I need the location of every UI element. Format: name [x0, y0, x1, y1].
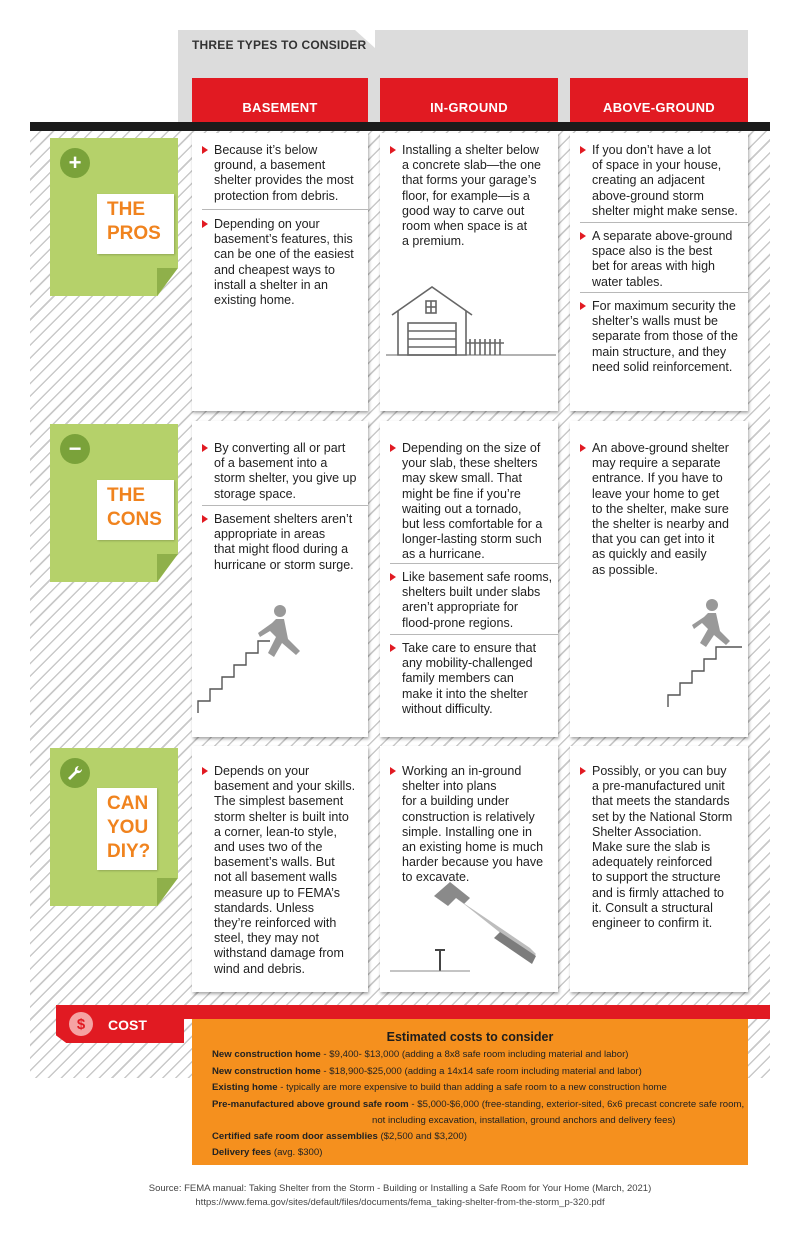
- wrench-glyph-icon: [66, 764, 84, 782]
- cost-item: Existing home - typically are more expensive to build than adding a safe room to a new construction home: [212, 1082, 667, 1093]
- bullet: Because it’s below ground, a basement shelter provides the most protection from debris.: [214, 143, 354, 204]
- bullet: Like basement safe rooms, shelters built under slabs aren’t appropriate for flood-prone regions.: [402, 570, 552, 631]
- cost-item: New construction home - $18,900-$25,000 (adding a 14x14 safe room including material and labor): [212, 1066, 642, 1077]
- bullet: By converting all or part of a basement into a storm shelter, you give up storage space.: [214, 441, 356, 502]
- diy-label-line2: YOU: [107, 817, 149, 838]
- cons-label-line1: THE: [107, 485, 145, 506]
- diy-label: [97, 788, 157, 870]
- header-divider-bar: [30, 122, 770, 131]
- cost-heading: Estimated costs to consider: [386, 1030, 554, 1044]
- divider: [580, 292, 748, 293]
- diy-label-line3: DIY?: [107, 841, 151, 862]
- column-header-in-ground: IN-GROUND: [380, 78, 558, 122]
- column-header-basement: BASEMENT: [192, 78, 368, 122]
- diy-aboveground-cell: [570, 746, 748, 992]
- bullet: An above-ground shelter may require a separate entrance. If you have to leave your home to get to the shelter, make sure the shelter is nearby and that you can get into it as quickly and easily as possible.: [592, 441, 729, 578]
- diy-basement-cell: [192, 746, 368, 992]
- cost-item: New construction home - $9,400- $13,000 (adding a 8x8 safe room including material and labor): [212, 1049, 629, 1060]
- cons-label-line2: CONS: [107, 509, 162, 530]
- wrench-icon: [60, 758, 90, 788]
- pros-aboveground-cell: [570, 133, 748, 411]
- plus-icon: +: [60, 148, 90, 178]
- bullet: Working an in-ground shelter into plans for a building under construction is relatively simple. Installing one in an existing home is much harder because you have to excavate.: [402, 764, 543, 886]
- cons-label: [97, 480, 174, 540]
- bullet: Depending on your basement’s features, this can be one of the easiest and cheapest ways to install a shelter in an existing home.: [214, 217, 354, 308]
- cost-label: COST: [108, 1017, 147, 1033]
- bullet: For maximum security the shelter’s walls must be separate from those of the main structure, and they need solid reinforcement.: [592, 299, 738, 375]
- cons-aboveground-cell: [570, 421, 748, 737]
- bullet: Basement shelters aren’t appropriate in areas that might flood during a hurricane or storm surge.: [214, 512, 354, 573]
- bullet: Installing a shelter below a concrete slab—the one that forms your garage’s floor, for example—is a good way to carve out room when space is at a premium.: [402, 143, 541, 249]
- minus-icon: −: [60, 434, 90, 464]
- divider: [580, 222, 748, 223]
- dollar-icon: $: [69, 1012, 93, 1036]
- stairs-person-icon: [666, 597, 746, 709]
- cost-panel: [192, 1019, 748, 1165]
- hammer-nail-icon: [390, 876, 550, 976]
- pros-basement-cell: [192, 133, 368, 411]
- pros-label-line2: PROS: [107, 223, 161, 244]
- pros-label-line1: THE: [107, 199, 145, 220]
- divider: [390, 634, 558, 635]
- stairs-person-icon: [196, 603, 316, 715]
- divider: [390, 563, 558, 564]
- cons-basement-cell: [192, 421, 368, 737]
- pros-label: [97, 194, 174, 254]
- garage-house-icon: [386, 283, 558, 359]
- pros-inground-cell: [380, 133, 558, 411]
- bullet: A separate above-ground space also is the best bet for areas with high water tables.: [592, 229, 732, 290]
- header-title: THREE TYPES TO CONSIDER: [192, 38, 367, 52]
- bullet: Possibly, or you can buy a pre-manufactured unit that meets the standards set by the National Storm Shelter Association. Make sure the slab is adequately reinforced to support the structure and is firmly attached to it. Consult a structural engineer to confirm it.: [592, 764, 732, 931]
- cons-inground-cell: [380, 421, 558, 737]
- diy-label-line1: CAN: [107, 793, 149, 814]
- divider: [202, 209, 368, 210]
- source-line-1: Source: FEMA manual: Taking Shelter from the Storm - Building or Installing a Safe Room for Your Home (March, 2021): [148, 1183, 652, 1194]
- cost-item: Certified safe room door assemblies ($2,500 and $3,200): [212, 1131, 467, 1142]
- diy-inground-cell: [380, 746, 558, 992]
- bullet: Depending on the size of your slab, these shelters may skew small. That might be fine if you’re waiting out a tornado, but less comfortable for a longer-lasting storm such as a hurricane.: [402, 441, 542, 563]
- bullet: Depends on your basement and your skills. The simplest basement storm shelter is built into a corner, lean-to style, and uses two of the basement’s walls. But not all basement walls measure up to FEMA’s standards. Unless they’re reinforced with steel, they may not withstand damage from wind and debris.: [214, 764, 355, 977]
- bullet: Take care to ensure that any mobility-challenged family members can make it into the shelter without difficulty.: [402, 641, 536, 717]
- cost-item-continuation: not including excavation, installation, ground anchors and delivery fees): [372, 1115, 676, 1126]
- bullet: If you don’t have a lot of space in your house, creating an adjacent above-ground storm shelter might make sense.: [592, 143, 738, 219]
- cost-item: Pre-manufactured above ground safe room - $5,000-$6,000 (free-standing, exterior-sited, 6x6 precast concrete safe room,: [212, 1099, 745, 1110]
- column-header-above-ground: ABOVE-GROUND: [570, 78, 748, 122]
- divider: [202, 505, 368, 506]
- cost-item: Delivery fees (avg. $300): [212, 1147, 323, 1158]
- source-line-2: https://www.fema.gov/sites/default/files/documents/fema_taking-shelter-from-the-storm_p-320.pdf: [195, 1197, 605, 1208]
